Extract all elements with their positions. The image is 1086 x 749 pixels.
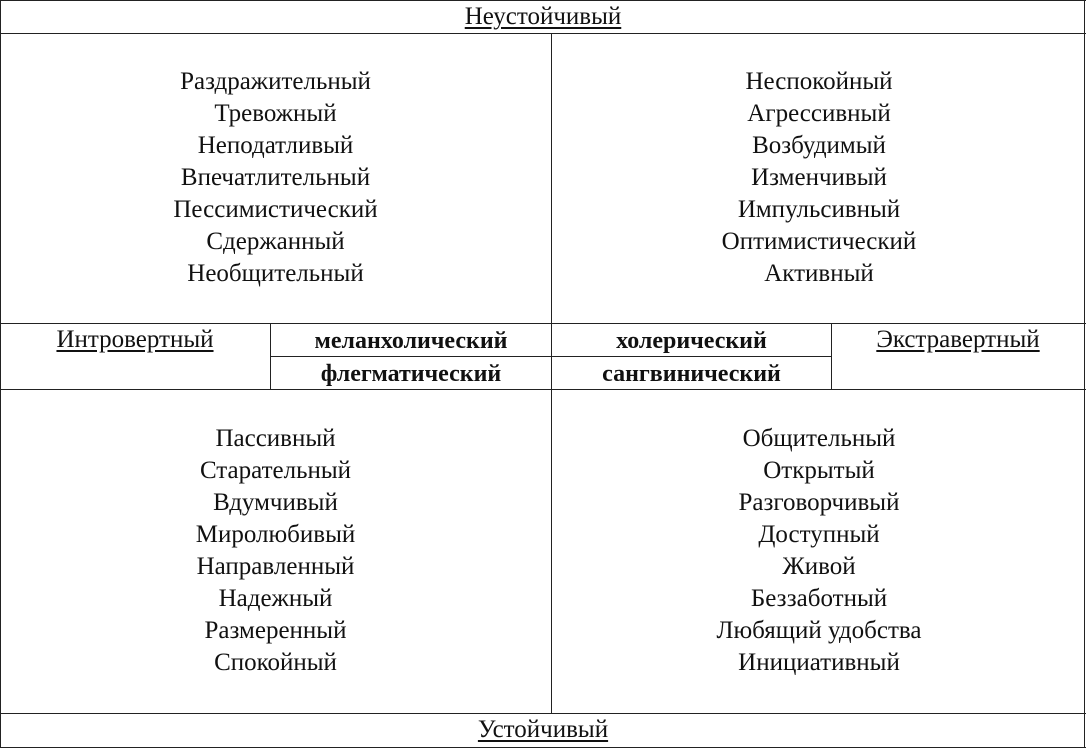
rule-above-axis [0, 323, 1086, 324]
label-extraverted: Экстравертный [876, 326, 1040, 353]
trait-item: Общительный [742, 425, 896, 452]
quadrant-top-right [552, 66, 1086, 290]
trait-item: Сдержанный [206, 228, 345, 255]
trait-item: Пессимистический [173, 196, 378, 223]
trait-item: Открытый [763, 457, 875, 484]
trait-item: Инициативный [738, 649, 900, 676]
trait-item: Изменчивый [751, 164, 887, 191]
trait-item: Размеренный [204, 617, 347, 644]
trait-item: Беззаботный [750, 585, 888, 612]
trait-item: Активный [764, 260, 874, 287]
trait-item: Спокойный [214, 649, 337, 676]
trait-item: Старательный [199, 457, 352, 484]
trait-item: Миролюбивый [195, 521, 356, 548]
trait-item: Возбудимый [752, 132, 886, 159]
quadrant-bottom-right [552, 423, 1086, 679]
border-top [0, 0, 1086, 1]
trait-item: Живой [782, 553, 856, 580]
trait-item: Необщительный [187, 260, 364, 287]
trait-item: Неспокойный [745, 68, 893, 95]
trait-item: Раздражительный [180, 68, 371, 95]
temperament-sanguine: сангвинический [602, 361, 781, 387]
trait-item: Разговорчивый [738, 489, 900, 516]
trait-item: Агрессивный [747, 100, 891, 127]
title-unstable: Неустойчивый [464, 3, 622, 30]
trait-item: Пассивный [215, 425, 336, 452]
title-stable: Устойчивый [477, 716, 609, 743]
trait-item: Оптимистический [721, 228, 917, 255]
temperament-melancholic: меланхолический [314, 328, 508, 354]
trait-item: Надежный [218, 585, 333, 612]
label-introverted: Интровертный [56, 326, 214, 353]
trait-item: Любящий удобства [716, 617, 922, 644]
quadrant-top-left [0, 66, 551, 290]
border-bottom [0, 747, 1086, 748]
temperament-phlegmatic: флегматический [320, 361, 502, 387]
trait-item: Доступный [758, 521, 880, 548]
trait-item: Тревожный [214, 100, 337, 127]
trait-item: Впечатлительный [180, 164, 371, 191]
trait-item: Неподатливый [197, 132, 354, 159]
temperament-choleric: холерический [616, 328, 767, 354]
trait-item: Направленный [196, 553, 355, 580]
trait-item: Импульсивный [737, 196, 901, 223]
rule-under-title [0, 33, 1086, 34]
trait-item: Вдумчивый [213, 489, 338, 516]
quadrant-bottom-left [0, 423, 551, 679]
